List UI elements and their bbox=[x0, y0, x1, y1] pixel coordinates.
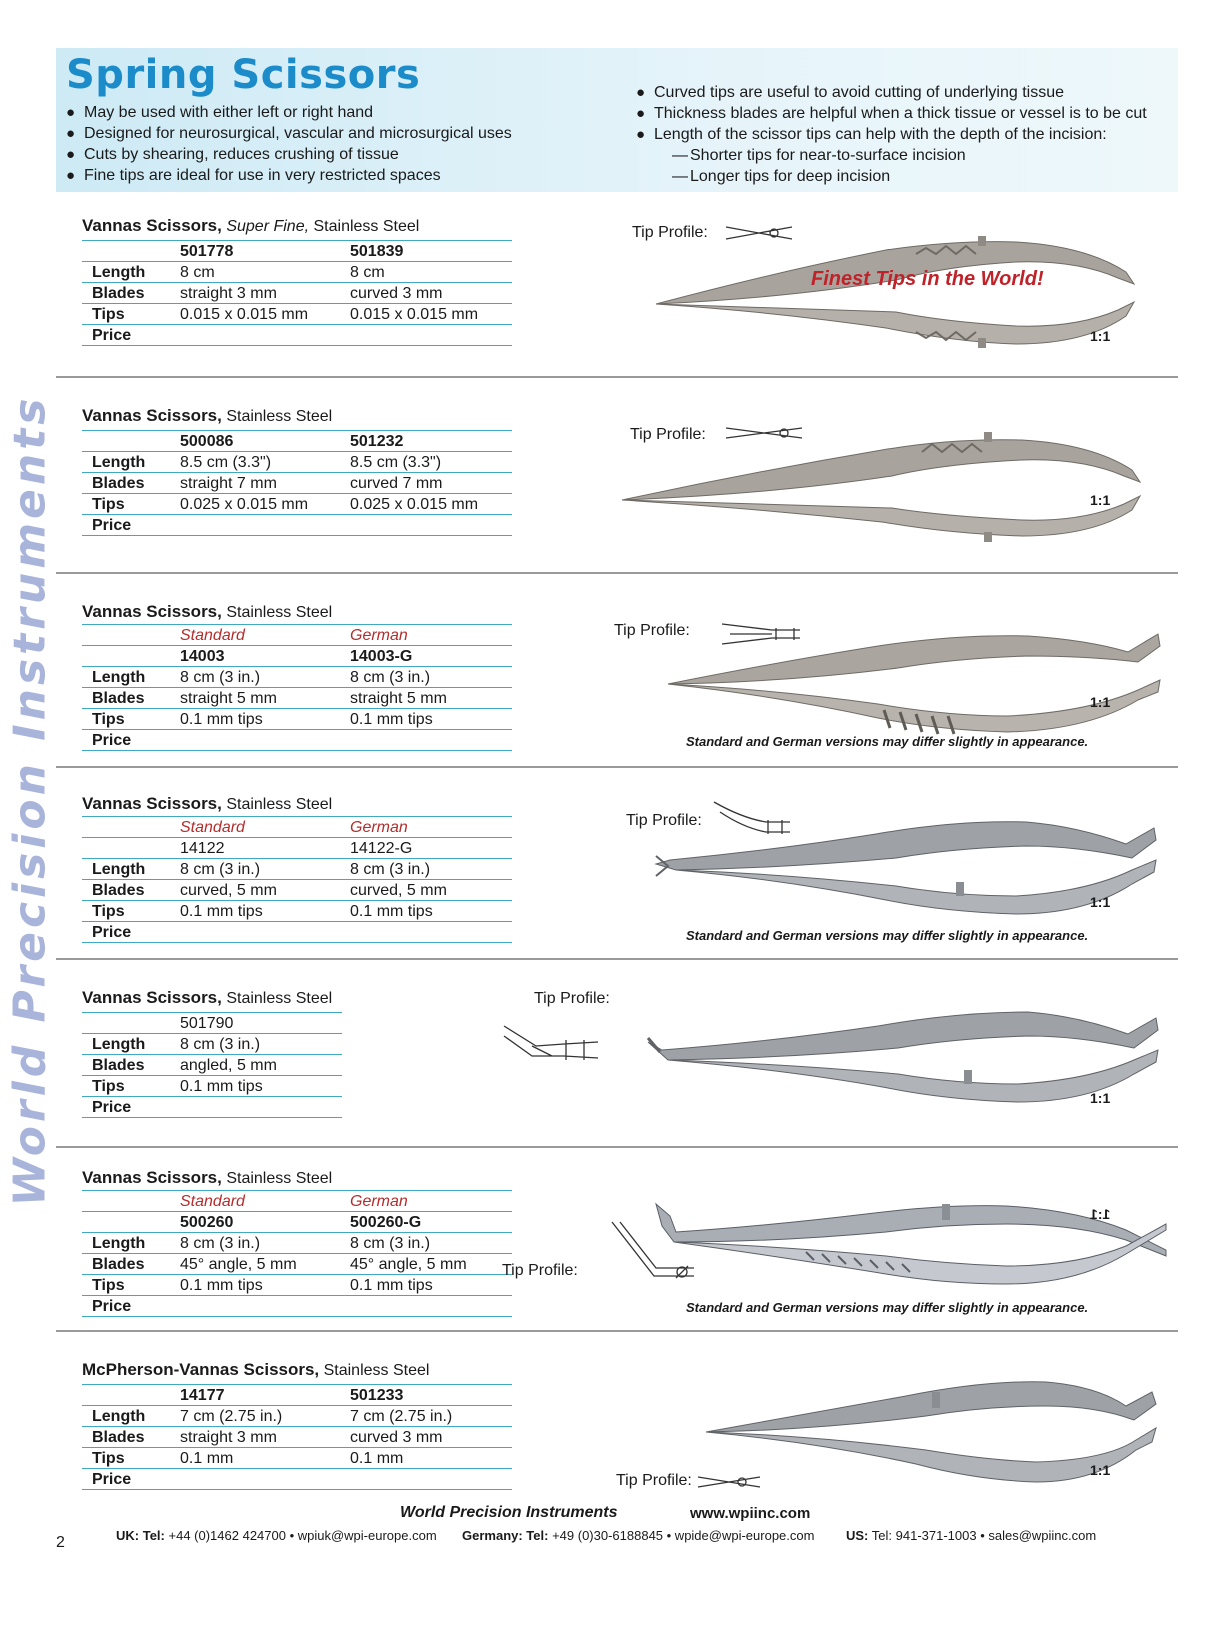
product-title: McPherson-Vannas Scissors, Stainless Steel bbox=[82, 1360, 430, 1379]
section-divider bbox=[56, 1330, 1178, 1332]
scale-ratio: 1:1 bbox=[1090, 1206, 1111, 1222]
product-title: Vannas Scissors, Super Fine, Stainless Steel bbox=[82, 216, 420, 235]
feature-list-left bbox=[66, 102, 512, 186]
section-divider bbox=[56, 958, 1178, 960]
scissors-image bbox=[646, 1184, 1176, 1294]
scissors-image bbox=[622, 430, 1212, 550]
tip-profile-label: Tip Profile: bbox=[626, 812, 702, 829]
product-title: Vannas Scissors, Stainless Steel bbox=[82, 988, 333, 1007]
spec-table: Standard German 14003 14003-G Length 8 cm (3 in.) 8 cm (3 in.) Blades straight 5 mm straight 5 mm Tips 0.1 mm tips 0.1 mm tips Price bbox=[82, 624, 512, 751]
version-note: Standard and German versions may differ slightly in appearance. bbox=[686, 734, 1089, 749]
section-divider bbox=[56, 376, 1178, 378]
feature-item: ● Thickness blades are helpful when a thick tissue or vessel is to be cut bbox=[636, 103, 1147, 124]
tip-profile-label: Tip Profile: bbox=[502, 1262, 578, 1279]
product-title: Vannas Scissors, Stainless Steel bbox=[82, 794, 333, 813]
version-note: Standard and German versions may differ slightly in appearance. bbox=[686, 928, 1089, 943]
feature-sub-item: — Shorter tips for near-to-surface incision bbox=[636, 145, 1147, 166]
feature-item: ● Designed for neurosurgical, vascular and microsurgical uses bbox=[66, 123, 512, 144]
section-divider bbox=[56, 1146, 1178, 1148]
footer-contact-us: US: Tel: 941-371-1003 • sales@wpiinc.com bbox=[846, 1528, 1097, 1543]
spec-table: 501778 501839 Length 8 cm 8 cm Blades straight 3 mm curved 3 mm Tips 0.015 x 0.015 mm 0.015 x 0.015 mm Price bbox=[82, 240, 512, 346]
footer-contact-uk: UK: Tel: +44 (0)1462 424700 • wpiuk@wpi-europe.com bbox=[116, 1528, 437, 1543]
side-title: World Precision Instruments bbox=[4, 394, 56, 1206]
scale-ratio: 1:1 bbox=[1090, 492, 1111, 508]
page-number: 2 bbox=[56, 1534, 65, 1551]
scale-ratio: 1:1 bbox=[1090, 1090, 1111, 1106]
feature-item: ● Curved tips are useful to avoid cutting of underlying tissue bbox=[636, 82, 1147, 103]
scale-ratio: 1:1 bbox=[1090, 328, 1111, 344]
feature-item: ● May be used with either left or right hand bbox=[66, 102, 512, 123]
tip-profile-label: Tip Profile: bbox=[614, 622, 690, 639]
product-title: Vannas Scissors, Stainless Steel bbox=[82, 406, 333, 425]
page-title: Spring Scissors bbox=[66, 52, 421, 98]
feature-sub-item: — Longer tips for deep incision bbox=[636, 166, 1147, 187]
footer-url[interactable]: www.wpiinc.com bbox=[690, 1505, 811, 1522]
spec-table: Standard German 14122 14122-G Length 8 cm (3 in.) 8 cm (3 in.) Blades curved, 5 mm curved, 5 mm Tips 0.1 mm tips 0.1 mm tips Price bbox=[82, 816, 512, 943]
scale-ratio: 1:1 bbox=[1090, 694, 1111, 710]
feature-item: ● Fine tips are ideal for use in very restricted spaces bbox=[66, 165, 512, 186]
highlight-text: Finest Tips in the World! bbox=[811, 268, 1044, 290]
feature-item: ● Cuts by shearing, reduces crushing of tissue bbox=[66, 144, 512, 165]
tip-profile-icon bbox=[502, 1022, 602, 1066]
scale-ratio: 1:1 bbox=[1090, 894, 1111, 910]
section-divider bbox=[56, 766, 1178, 768]
feature-item: ● Length of the scissor tips can help with the depth of the incision: bbox=[636, 124, 1147, 145]
version-note: Standard and German versions may differ slightly in appearance. bbox=[686, 1300, 1089, 1315]
spec-table: Standard German 500260 500260-G Length 8 cm (3 in.) 8 cm (3 in.) Blades 45° angle, 5 mm 45° angle, 5 mm Tips 0.1 mm tips 0.1 mm tips Price bbox=[82, 1190, 512, 1317]
footer-contact-germany: Germany: Tel: +49 (0)30-6188845 • wpide@wpi-europe.com bbox=[462, 1528, 815, 1543]
tip-profile-label: Tip Profile: bbox=[616, 1472, 692, 1489]
product-title: Vannas Scissors, Stainless Steel bbox=[82, 602, 333, 621]
scissors-image bbox=[668, 630, 1168, 740]
tip-profile-label: Tip Profile: bbox=[534, 990, 610, 1007]
section-divider bbox=[56, 572, 1178, 574]
scissors-image bbox=[656, 232, 1216, 362]
tip-profile-icon bbox=[696, 1472, 762, 1492]
tip-profile-label: Tip Profile: bbox=[630, 426, 706, 443]
footer-brand: World Precision Instruments bbox=[400, 1504, 618, 1521]
feature-list-right bbox=[636, 82, 1147, 187]
product-title: Vannas Scissors, Stainless Steel bbox=[82, 1168, 333, 1187]
scale-ratio: 1:1 bbox=[1090, 1462, 1111, 1478]
spec-table: 501790 Length 8 cm (3 in.) Blades angled, 5 mm Tips 0.1 mm tips Price bbox=[82, 1012, 342, 1118]
spec-table: 500086 501232 Length 8.5 cm (3.3") 8.5 cm (3.3") Blades straight 7 mm curved 7 mm Tips 0.025 x 0.015 mm 0.025 x 0.015 mm Price bbox=[82, 430, 512, 536]
spec-table: 14177 501233 Length 7 cm (2.75 in.) 7 cm (2.75 in.) Blades straight 3 mm curved 3 mm Tips 0.1 mm 0.1 mm Price bbox=[82, 1384, 512, 1490]
tip-profile-label: Tip Profile: bbox=[632, 224, 708, 241]
